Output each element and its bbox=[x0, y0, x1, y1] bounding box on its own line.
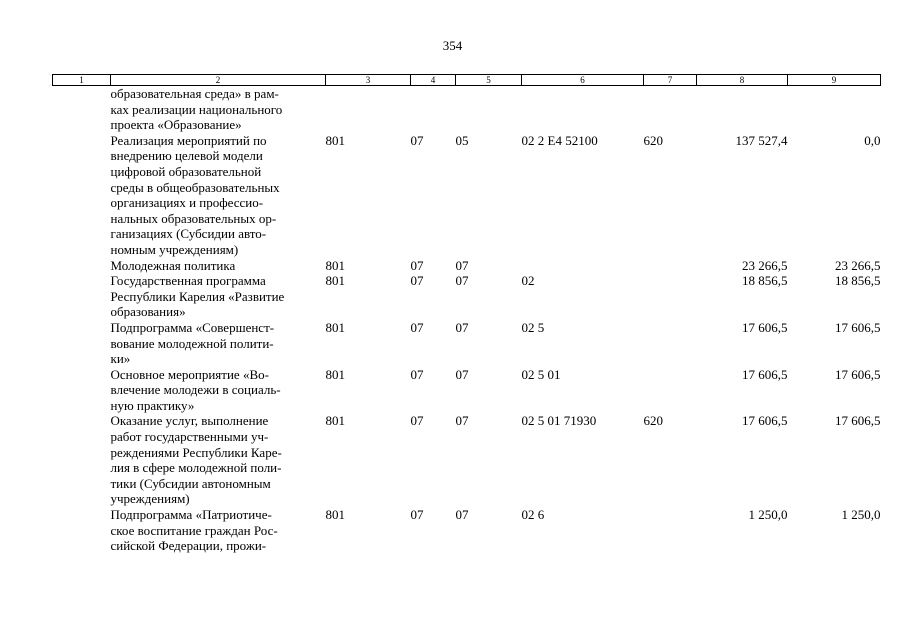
row-ministry-code-cell: 801 bbox=[325, 507, 345, 523]
row-amount-year1-cell: 17 606,5 bbox=[742, 366, 788, 382]
row-name-cell: Молодежная политика bbox=[110, 257, 236, 273]
row-subsection-code-cell: 07 bbox=[455, 413, 469, 429]
row-expense-type-cell bbox=[644, 258, 697, 274]
row-target-article-cell: 02 5 01 bbox=[521, 366, 561, 382]
row-amount-year1-cell: 1 250,0 bbox=[748, 507, 788, 523]
row-expense-type-cell bbox=[644, 86, 697, 133]
row-subsection-code-cell: 05 bbox=[455, 132, 469, 148]
row-amount-year1-cell: 23 266,5 bbox=[742, 257, 788, 273]
table-row bbox=[53, 258, 881, 274]
table-row bbox=[53, 413, 881, 507]
col-header-9: 9 bbox=[788, 75, 881, 86]
row-amount-year1-cell: 17 606,5 bbox=[742, 319, 788, 335]
row-target-article-cell: 02 5 bbox=[521, 319, 545, 335]
row-ministry-code-cell: 801 bbox=[325, 257, 345, 273]
row-amount-year2-cell: 17 606,5 bbox=[835, 366, 881, 382]
row-target-article-cell bbox=[522, 258, 644, 274]
budget-table bbox=[52, 74, 881, 554]
row-section-code-cell: 07 bbox=[410, 132, 424, 148]
col-header-6: 6 bbox=[522, 75, 644, 86]
row-index-cell bbox=[53, 507, 111, 554]
row-index-cell bbox=[53, 258, 111, 274]
row-ministry-code-cell: 801 bbox=[325, 366, 345, 382]
row-index-cell bbox=[53, 320, 111, 367]
row-target-article-cell bbox=[522, 86, 644, 133]
row-name-cell: Реализация мероприятий по внедрению целевой модели цифровой образовательной среды в общеобразовательных организациях и профессио- нальных образовательных ор- ганизациях (Субсидии авто- номным учреждениям) bbox=[110, 132, 280, 257]
row-name-cell: Подпрограмма «Патриотиче- ское воспитание граждан Рос- сийской Федерации, прожи- bbox=[110, 507, 278, 554]
col-header-3: 3 bbox=[326, 75, 411, 86]
row-ministry-code-cell: 801 bbox=[325, 273, 345, 289]
row-subsection-code-cell: 07 bbox=[455, 507, 469, 523]
row-target-article-cell: 02 2 Е4 52100 bbox=[521, 132, 598, 148]
row-ministry-code-cell: 801 bbox=[325, 413, 345, 429]
row-index-cell bbox=[53, 133, 111, 258]
table-row bbox=[53, 133, 881, 258]
row-expense-type-cell: 620 bbox=[643, 132, 663, 148]
row-subsection-code-cell: 07 bbox=[455, 319, 469, 335]
row-section-code-cell: 07 bbox=[410, 507, 424, 523]
row-subsection-code-cell bbox=[456, 86, 522, 133]
row-expense-type-cell bbox=[644, 273, 697, 320]
row-expense-type-cell: 620 bbox=[643, 413, 663, 429]
row-section-code-cell: 07 bbox=[410, 257, 424, 273]
row-amount-year2-cell bbox=[788, 86, 881, 133]
row-amount-year2-cell: 0,0 bbox=[864, 132, 881, 148]
row-subsection-code-cell: 07 bbox=[455, 273, 469, 289]
col-header-8: 8 bbox=[697, 75, 788, 86]
row-name-cell: Государственная программа Республики Карелия «Развитие образования» bbox=[110, 273, 285, 320]
row-index-cell bbox=[53, 273, 111, 320]
row-amount-year2-cell: 23 266,5 bbox=[835, 257, 881, 273]
row-name-cell: Оказание услуг, выполнение работ государственными уч- реждениями Республики Каре- лия в сфере молодежной поли- тики (Субсидии автономным учреждениям) bbox=[110, 413, 282, 507]
row-expense-type-cell bbox=[644, 320, 697, 367]
row-section-code-cell: 07 bbox=[410, 273, 424, 289]
row-subsection-code-cell: 07 bbox=[455, 366, 469, 382]
table-row bbox=[53, 86, 881, 133]
page-number: 354 bbox=[442, 38, 463, 53]
row-subsection-code-cell: 07 bbox=[455, 257, 469, 273]
row-ministry-code-cell: 801 bbox=[325, 319, 345, 335]
col-header-7: 7 bbox=[644, 75, 697, 86]
row-amount-year1-cell: 17 606,5 bbox=[742, 413, 788, 429]
col-header-1: 1 bbox=[53, 75, 111, 86]
row-section-code-cell: 07 bbox=[410, 413, 424, 429]
row-section-code-cell: 07 bbox=[410, 366, 424, 382]
col-header-2: 2 bbox=[111, 75, 326, 86]
table-row bbox=[53, 320, 881, 367]
col-header-5: 5 bbox=[456, 75, 522, 86]
row-amount-year1-cell: 137 527,4 bbox=[735, 132, 788, 148]
row-ministry-code-cell: 801 bbox=[325, 132, 345, 148]
table-body bbox=[53, 86, 881, 554]
row-amount-year2-cell: 17 606,5 bbox=[835, 319, 881, 335]
row-target-article-cell: 02 6 bbox=[521, 507, 545, 523]
row-section-code-cell bbox=[411, 86, 456, 133]
row-ministry-code-cell bbox=[326, 86, 411, 133]
row-amount-year1-cell bbox=[697, 86, 788, 133]
table-row bbox=[53, 507, 881, 554]
row-index-cell bbox=[53, 367, 111, 414]
header-row bbox=[53, 75, 881, 86]
row-name-cell: образовательная среда» в рам- ках реализации национального проекта «Образование» bbox=[110, 86, 283, 133]
row-amount-year2-cell: 18 856,5 bbox=[835, 273, 881, 289]
col-header-4: 4 bbox=[411, 75, 456, 86]
row-amount-year2-cell: 1 250,0 bbox=[841, 507, 881, 523]
row-expense-type-cell bbox=[644, 507, 697, 554]
table-row bbox=[53, 273, 881, 320]
row-index-cell bbox=[53, 413, 111, 507]
row-target-article-cell: 02 bbox=[521, 273, 535, 289]
row-index-cell bbox=[53, 86, 111, 133]
row-amount-year2-cell: 17 606,5 bbox=[835, 413, 881, 429]
row-amount-year1-cell: 18 856,5 bbox=[742, 273, 788, 289]
row-section-code-cell: 07 bbox=[410, 319, 424, 335]
row-target-article-cell: 02 5 01 71930 bbox=[521, 413, 597, 429]
row-name-cell: Основное мероприятие «Во- влечение молодежи в социаль- ную практику» bbox=[110, 366, 281, 413]
row-expense-type-cell bbox=[644, 367, 697, 414]
row-name-cell: Подпрограмма «Совершенст- вование молодежной полити- ки» bbox=[110, 319, 275, 367]
table-row bbox=[53, 367, 881, 414]
